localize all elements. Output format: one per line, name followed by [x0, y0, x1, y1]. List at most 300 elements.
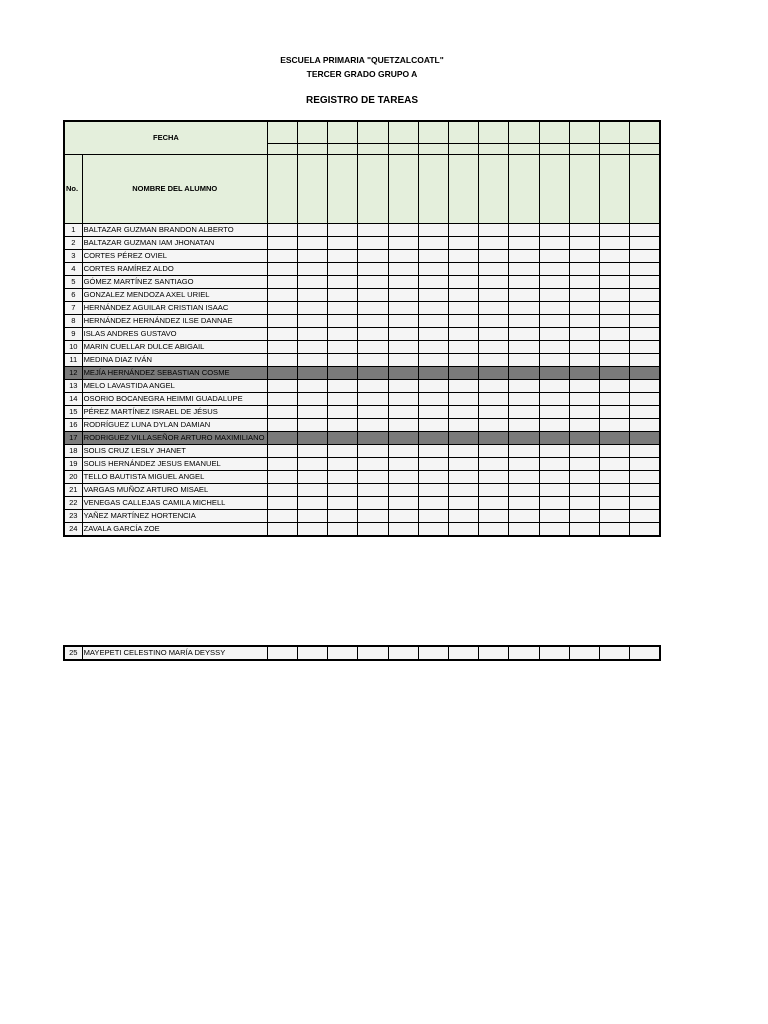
homework-cell[interactable]	[267, 366, 297, 379]
homework-cell[interactable]	[267, 379, 297, 392]
task-header-cell[interactable]	[569, 154, 599, 223]
homework-cell[interactable]	[298, 275, 328, 288]
homework-cell[interactable]	[328, 249, 358, 262]
homework-cell[interactable]	[599, 301, 629, 314]
homework-cell[interactable]	[539, 327, 569, 340]
homework-cell[interactable]	[388, 314, 418, 327]
homework-cell[interactable]	[569, 249, 599, 262]
homework-cell[interactable]	[630, 314, 660, 327]
homework-cell[interactable]	[448, 392, 478, 405]
date-subheader-cell[interactable]	[267, 143, 297, 154]
homework-cell[interactable]	[569, 470, 599, 483]
homework-cell[interactable]	[298, 223, 328, 236]
homework-cell[interactable]	[569, 444, 599, 457]
homework-cell[interactable]	[418, 314, 448, 327]
homework-cell[interactable]	[479, 431, 509, 444]
homework-cell[interactable]	[448, 418, 478, 431]
homework-cell[interactable]	[358, 314, 388, 327]
homework-cell[interactable]	[418, 431, 448, 444]
homework-cell[interactable]	[267, 496, 297, 509]
homework-cell[interactable]	[448, 353, 478, 366]
homework-cell[interactable]	[599, 379, 629, 392]
homework-cell[interactable]	[599, 275, 629, 288]
homework-cell[interactable]	[599, 457, 629, 470]
homework-cell[interactable]	[298, 418, 328, 431]
homework-cell[interactable]	[388, 223, 418, 236]
homework-cell[interactable]	[298, 405, 328, 418]
homework-cell[interactable]	[599, 483, 629, 496]
homework-cell[interactable]	[569, 275, 599, 288]
homework-cell[interactable]	[298, 366, 328, 379]
homework-cell[interactable]	[630, 418, 660, 431]
homework-cell[interactable]	[509, 288, 539, 301]
homework-cell[interactable]	[479, 249, 509, 262]
homework-cell[interactable]	[448, 262, 478, 275]
homework-cell[interactable]	[388, 444, 418, 457]
homework-cell[interactable]	[509, 353, 539, 366]
homework-cell[interactable]	[509, 236, 539, 249]
homework-cell[interactable]	[418, 522, 448, 536]
homework-cell[interactable]	[569, 405, 599, 418]
homework-cell[interactable]	[448, 366, 478, 379]
task-header-cell[interactable]	[630, 154, 660, 223]
homework-cell[interactable]	[298, 340, 328, 353]
homework-cell[interactable]	[479, 522, 509, 536]
homework-cell[interactable]	[418, 353, 448, 366]
date-subheader-cell[interactable]	[599, 143, 629, 154]
homework-cell[interactable]	[599, 509, 629, 522]
homework-cell[interactable]	[569, 509, 599, 522]
task-header-cell[interactable]	[599, 154, 629, 223]
homework-cell[interactable]	[448, 327, 478, 340]
homework-cell[interactable]	[630, 470, 660, 483]
homework-cell[interactable]	[539, 431, 569, 444]
homework-cell[interactable]	[418, 223, 448, 236]
homework-cell[interactable]	[388, 288, 418, 301]
homework-cell[interactable]	[328, 470, 358, 483]
homework-cell[interactable]	[479, 392, 509, 405]
date-header-cell[interactable]	[479, 121, 509, 143]
homework-cell[interactable]	[599, 236, 629, 249]
homework-cell[interactable]	[267, 457, 297, 470]
homework-cell[interactable]	[448, 496, 478, 509]
homework-cell[interactable]	[328, 353, 358, 366]
homework-cell[interactable]	[418, 418, 448, 431]
homework-cell[interactable]	[569, 646, 599, 660]
homework-cell[interactable]	[328, 509, 358, 522]
homework-cell[interactable]	[418, 392, 448, 405]
homework-cell[interactable]	[298, 301, 328, 314]
homework-cell[interactable]	[630, 457, 660, 470]
homework-cell[interactable]	[630, 340, 660, 353]
homework-cell[interactable]	[569, 366, 599, 379]
homework-cell[interactable]	[509, 301, 539, 314]
homework-cell[interactable]	[448, 236, 478, 249]
task-header-cell[interactable]	[448, 154, 478, 223]
homework-cell[interactable]	[479, 301, 509, 314]
homework-cell[interactable]	[479, 236, 509, 249]
homework-cell[interactable]	[539, 379, 569, 392]
task-header-cell[interactable]	[539, 154, 569, 223]
homework-cell[interactable]	[599, 418, 629, 431]
homework-cell[interactable]	[418, 301, 448, 314]
homework-cell[interactable]	[448, 288, 478, 301]
homework-cell[interactable]	[388, 418, 418, 431]
homework-cell[interactable]	[630, 288, 660, 301]
homework-cell[interactable]	[509, 509, 539, 522]
homework-cell[interactable]	[328, 483, 358, 496]
homework-cell[interactable]	[358, 249, 388, 262]
homework-cell[interactable]	[479, 327, 509, 340]
homework-cell[interactable]	[358, 366, 388, 379]
homework-cell[interactable]	[418, 275, 448, 288]
homework-cell[interactable]	[267, 418, 297, 431]
homework-cell[interactable]	[358, 522, 388, 536]
homework-cell[interactable]	[388, 470, 418, 483]
homework-cell[interactable]	[328, 392, 358, 405]
date-header-cell[interactable]	[539, 121, 569, 143]
date-header-cell[interactable]	[630, 121, 660, 143]
homework-cell[interactable]	[388, 509, 418, 522]
homework-cell[interactable]	[298, 522, 328, 536]
homework-cell[interactable]	[569, 392, 599, 405]
homework-cell[interactable]	[418, 405, 448, 418]
homework-cell[interactable]	[388, 379, 418, 392]
homework-cell[interactable]	[479, 470, 509, 483]
task-header-cell[interactable]	[267, 154, 297, 223]
homework-cell[interactable]	[358, 223, 388, 236]
date-header-cell[interactable]	[328, 121, 358, 143]
homework-cell[interactable]	[509, 444, 539, 457]
homework-cell[interactable]	[630, 483, 660, 496]
homework-cell[interactable]	[298, 288, 328, 301]
homework-cell[interactable]	[569, 457, 599, 470]
homework-cell[interactable]	[509, 522, 539, 536]
homework-cell[interactable]	[630, 327, 660, 340]
homework-cell[interactable]	[358, 236, 388, 249]
homework-cell[interactable]	[418, 262, 448, 275]
homework-cell[interactable]	[630, 444, 660, 457]
date-header-cell[interactable]	[418, 121, 448, 143]
homework-cell[interactable]	[388, 301, 418, 314]
homework-cell[interactable]	[448, 379, 478, 392]
homework-cell[interactable]	[509, 366, 539, 379]
homework-cell[interactable]	[479, 314, 509, 327]
homework-cell[interactable]	[418, 249, 448, 262]
homework-cell[interactable]	[539, 444, 569, 457]
homework-cell[interactable]	[599, 353, 629, 366]
homework-cell[interactable]	[479, 262, 509, 275]
homework-cell[interactable]	[267, 223, 297, 236]
task-header-cell[interactable]	[388, 154, 418, 223]
homework-cell[interactable]	[388, 646, 418, 660]
homework-cell[interactable]	[479, 275, 509, 288]
homework-cell[interactable]	[599, 223, 629, 236]
homework-cell[interactable]	[539, 418, 569, 431]
date-subheader-cell[interactable]	[539, 143, 569, 154]
homework-cell[interactable]	[298, 262, 328, 275]
homework-cell[interactable]	[418, 379, 448, 392]
homework-cell[interactable]	[448, 223, 478, 236]
homework-cell[interactable]	[539, 301, 569, 314]
date-header-cell[interactable]	[298, 121, 328, 143]
homework-cell[interactable]	[479, 496, 509, 509]
homework-cell[interactable]	[358, 457, 388, 470]
homework-cell[interactable]	[569, 262, 599, 275]
task-header-cell[interactable]	[328, 154, 358, 223]
homework-cell[interactable]	[298, 249, 328, 262]
homework-cell[interactable]	[358, 353, 388, 366]
homework-cell[interactable]	[448, 340, 478, 353]
homework-cell[interactable]	[509, 340, 539, 353]
homework-cell[interactable]	[418, 470, 448, 483]
homework-cell[interactable]	[267, 327, 297, 340]
homework-cell[interactable]	[599, 646, 629, 660]
homework-cell[interactable]	[298, 444, 328, 457]
homework-cell[interactable]	[448, 301, 478, 314]
homework-cell[interactable]	[630, 301, 660, 314]
homework-cell[interactable]	[630, 275, 660, 288]
homework-cell[interactable]	[539, 366, 569, 379]
homework-cell[interactable]	[418, 327, 448, 340]
date-header-cell[interactable]	[388, 121, 418, 143]
homework-cell[interactable]	[388, 496, 418, 509]
homework-cell[interactable]	[479, 418, 509, 431]
homework-cell[interactable]	[328, 314, 358, 327]
homework-cell[interactable]	[328, 275, 358, 288]
homework-cell[interactable]	[267, 646, 297, 660]
homework-cell[interactable]	[358, 431, 388, 444]
homework-cell[interactable]	[479, 288, 509, 301]
task-header-cell[interactable]	[479, 154, 509, 223]
homework-cell[interactable]	[448, 483, 478, 496]
homework-cell[interactable]	[358, 470, 388, 483]
homework-cell[interactable]	[448, 522, 478, 536]
homework-cell[interactable]	[267, 340, 297, 353]
homework-cell[interactable]	[479, 353, 509, 366]
homework-cell[interactable]	[569, 379, 599, 392]
homework-cell[interactable]	[358, 418, 388, 431]
homework-cell[interactable]	[267, 483, 297, 496]
homework-cell[interactable]	[328, 223, 358, 236]
homework-cell[interactable]	[298, 509, 328, 522]
homework-cell[interactable]	[328, 301, 358, 314]
homework-cell[interactable]	[267, 249, 297, 262]
homework-cell[interactable]	[569, 522, 599, 536]
homework-cell[interactable]	[328, 379, 358, 392]
homework-cell[interactable]	[358, 262, 388, 275]
homework-cell[interactable]	[418, 288, 448, 301]
homework-cell[interactable]	[418, 509, 448, 522]
homework-cell[interactable]	[358, 288, 388, 301]
homework-cell[interactable]	[569, 314, 599, 327]
homework-cell[interactable]	[630, 366, 660, 379]
homework-cell[interactable]	[388, 431, 418, 444]
homework-cell[interactable]	[388, 275, 418, 288]
date-subheader-cell[interactable]	[569, 143, 599, 154]
homework-cell[interactable]	[358, 496, 388, 509]
homework-cell[interactable]	[328, 236, 358, 249]
homework-cell[interactable]	[388, 249, 418, 262]
homework-cell[interactable]	[267, 431, 297, 444]
date-subheader-cell[interactable]	[418, 143, 448, 154]
date-subheader-cell[interactable]	[448, 143, 478, 154]
homework-cell[interactable]	[630, 405, 660, 418]
homework-cell[interactable]	[298, 236, 328, 249]
homework-cell[interactable]	[328, 646, 358, 660]
date-subheader-cell[interactable]	[388, 143, 418, 154]
date-header-cell[interactable]	[358, 121, 388, 143]
homework-cell[interactable]	[448, 470, 478, 483]
homework-cell[interactable]	[267, 392, 297, 405]
homework-cell[interactable]	[569, 236, 599, 249]
homework-cell[interactable]	[599, 288, 629, 301]
homework-cell[interactable]	[448, 509, 478, 522]
homework-cell[interactable]	[539, 405, 569, 418]
date-header-cell[interactable]	[448, 121, 478, 143]
homework-cell[interactable]	[479, 509, 509, 522]
homework-cell[interactable]	[539, 314, 569, 327]
homework-cell[interactable]	[267, 262, 297, 275]
date-header-cell[interactable]	[599, 121, 629, 143]
homework-cell[interactable]	[630, 379, 660, 392]
homework-cell[interactable]	[569, 418, 599, 431]
homework-cell[interactable]	[569, 496, 599, 509]
homework-cell[interactable]	[267, 444, 297, 457]
homework-cell[interactable]	[358, 340, 388, 353]
homework-cell[interactable]	[509, 496, 539, 509]
homework-cell[interactable]	[509, 405, 539, 418]
homework-cell[interactable]	[358, 327, 388, 340]
homework-cell[interactable]	[267, 288, 297, 301]
homework-cell[interactable]	[509, 275, 539, 288]
homework-cell[interactable]	[448, 275, 478, 288]
homework-cell[interactable]	[388, 340, 418, 353]
homework-cell[interactable]	[358, 509, 388, 522]
homework-cell[interactable]	[539, 223, 569, 236]
homework-cell[interactable]	[569, 301, 599, 314]
homework-cell[interactable]	[539, 288, 569, 301]
homework-cell[interactable]	[267, 275, 297, 288]
homework-cell[interactable]	[448, 444, 478, 457]
homework-cell[interactable]	[328, 418, 358, 431]
homework-cell[interactable]	[539, 509, 569, 522]
homework-cell[interactable]	[630, 646, 660, 660]
homework-cell[interactable]	[418, 646, 448, 660]
homework-cell[interactable]	[599, 470, 629, 483]
homework-cell[interactable]	[630, 392, 660, 405]
date-subheader-cell[interactable]	[328, 143, 358, 154]
homework-cell[interactable]	[539, 457, 569, 470]
homework-cell[interactable]	[448, 431, 478, 444]
homework-cell[interactable]	[267, 301, 297, 314]
homework-cell[interactable]	[479, 379, 509, 392]
homework-cell[interactable]	[448, 646, 478, 660]
homework-cell[interactable]	[599, 366, 629, 379]
date-subheader-cell[interactable]	[358, 143, 388, 154]
homework-cell[interactable]	[569, 223, 599, 236]
homework-cell[interactable]	[539, 470, 569, 483]
homework-cell[interactable]	[418, 457, 448, 470]
homework-cell[interactable]	[388, 327, 418, 340]
homework-cell[interactable]	[509, 483, 539, 496]
homework-cell[interactable]	[328, 340, 358, 353]
homework-cell[interactable]	[267, 405, 297, 418]
homework-cell[interactable]	[298, 431, 328, 444]
homework-cell[interactable]	[479, 457, 509, 470]
homework-cell[interactable]	[328, 366, 358, 379]
homework-cell[interactable]	[599, 444, 629, 457]
homework-cell[interactable]	[479, 223, 509, 236]
date-header-cell[interactable]	[267, 121, 297, 143]
homework-cell[interactable]	[630, 262, 660, 275]
homework-cell[interactable]	[267, 353, 297, 366]
homework-cell[interactable]	[448, 249, 478, 262]
homework-cell[interactable]	[509, 470, 539, 483]
homework-cell[interactable]	[328, 262, 358, 275]
homework-cell[interactable]	[388, 457, 418, 470]
homework-cell[interactable]	[599, 392, 629, 405]
homework-cell[interactable]	[388, 236, 418, 249]
homework-cell[interactable]	[388, 262, 418, 275]
homework-cell[interactable]	[539, 353, 569, 366]
homework-cell[interactable]	[539, 483, 569, 496]
homework-cell[interactable]	[599, 522, 629, 536]
homework-cell[interactable]	[539, 392, 569, 405]
homework-cell[interactable]	[630, 223, 660, 236]
homework-cell[interactable]	[509, 392, 539, 405]
homework-cell[interactable]	[358, 483, 388, 496]
homework-cell[interactable]	[630, 496, 660, 509]
homework-cell[interactable]	[599, 496, 629, 509]
homework-cell[interactable]	[509, 457, 539, 470]
date-header-cell[interactable]	[509, 121, 539, 143]
homework-cell[interactable]	[358, 275, 388, 288]
homework-cell[interactable]	[569, 353, 599, 366]
homework-cell[interactable]	[569, 327, 599, 340]
homework-cell[interactable]	[630, 509, 660, 522]
homework-cell[interactable]	[388, 353, 418, 366]
homework-cell[interactable]	[599, 431, 629, 444]
homework-cell[interactable]	[267, 470, 297, 483]
date-subheader-cell[interactable]	[509, 143, 539, 154]
homework-cell[interactable]	[479, 444, 509, 457]
homework-cell[interactable]	[630, 431, 660, 444]
homework-cell[interactable]	[388, 366, 418, 379]
homework-cell[interactable]	[569, 288, 599, 301]
homework-cell[interactable]	[418, 483, 448, 496]
homework-cell[interactable]	[569, 483, 599, 496]
homework-cell[interactable]	[267, 522, 297, 536]
homework-cell[interactable]	[539, 262, 569, 275]
task-header-cell[interactable]	[358, 154, 388, 223]
homework-cell[interactable]	[298, 646, 328, 660]
date-subheader-cell[interactable]	[479, 143, 509, 154]
homework-cell[interactable]	[267, 236, 297, 249]
homework-cell[interactable]	[328, 288, 358, 301]
homework-cell[interactable]	[479, 366, 509, 379]
homework-cell[interactable]	[509, 262, 539, 275]
homework-cell[interactable]	[418, 236, 448, 249]
homework-cell[interactable]	[358, 405, 388, 418]
homework-cell[interactable]	[418, 340, 448, 353]
homework-cell[interactable]	[509, 223, 539, 236]
homework-cell[interactable]	[328, 522, 358, 536]
homework-cell[interactable]	[298, 379, 328, 392]
homework-cell[interactable]	[298, 327, 328, 340]
homework-cell[interactable]	[448, 405, 478, 418]
homework-cell[interactable]	[388, 522, 418, 536]
